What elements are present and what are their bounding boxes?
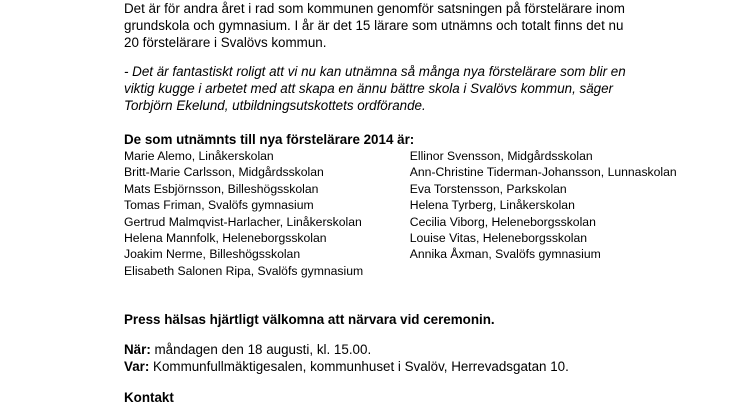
event-when-value: måndagen den 18 augusti, kl. 15.00.	[150, 342, 372, 358]
appointees-right-column	[410, 148, 724, 279]
appointee-item: Louise Vitas, Heleneborgsskolan	[409, 231, 588, 246]
appointee-item: Eva Torstensson, Parkskolan	[409, 181, 567, 196]
appointee-item: Ann-Christine Tiderman-Johansson, Lunnaskolan	[409, 165, 677, 180]
intro-line: Det är för andra året i rad som kommunen genomför satsningen på förstelärare inom	[124, 1, 625, 16]
appointee-item: Gertrud Malmqvist-Harlacher, Linåkerskolan	[124, 214, 362, 229]
contact-heading: Kontakt	[124, 390, 174, 406]
appointee-item: Joakim Nerme, Billeshögsskolan	[124, 247, 301, 262]
appointees-heading: De som utnämnts till nya förstelärare 2014 är:	[124, 132, 415, 147]
appointee-item: Mats Esbjörnsson, Billeshögsskolan	[124, 181, 319, 196]
event-where	[124, 358, 724, 375]
appointee-item: Tomas Friman, Svalöfs gymnasium	[124, 198, 314, 213]
appointees-left-column	[124, 148, 410, 279]
press-release-body	[124, 0, 724, 406]
appointees-list	[124, 148, 724, 279]
quote-line: viktig kugge i arbetet med att skapa en ännu bättre skola i Svalövs kommun, säger	[124, 81, 614, 96]
press-invitation: Press hälsas hjärtligt välkomna att närvara vid ceremonin.	[124, 312, 495, 328]
quote-line: Torbjörn Ekelund, utbildningsutskottets ordförande.	[124, 98, 426, 113]
appointee-item: Helena Tyrberg, Linåkerskolan	[409, 198, 575, 213]
intro-line: grundskola och gymnasium. I år är det 15 lärare som utnämns och totalt finns det nu	[124, 18, 624, 33]
event-where-label: Var:	[124, 359, 150, 375]
event-where-value: Kommunfullmäktigesalen, kommunhuset i Svalöv, Herrevadsgatan 10.	[149, 359, 569, 375]
intro-paragraph	[124, 0, 724, 51]
appointee-item: Elisabeth Salonen Ripa, Svalöfs gymnasium	[124, 263, 364, 278]
event-when-label: När:	[124, 342, 151, 358]
quote-line: - Det är fantastiskt roligt att vi nu kan utnämna så många nya förstelärare som blir en	[124, 64, 626, 79]
appointee-item: Cecilia Viborg, Heleneborgsskolan	[409, 214, 596, 229]
appointee-item: Ellinor Svensson, Midgårdsskolan	[409, 149, 593, 163]
appointee-item: Helena Mannfolk, Heleneborgsskolan	[124, 231, 327, 246]
intro-line: 20 förstelärare i Svalövs kommun.	[124, 35, 327, 50]
appointee-item: Marie Alemo, Linåkerskolan	[124, 149, 274, 163]
event-when	[124, 341, 724, 358]
quote-paragraph	[124, 63, 724, 114]
appointee-item: Annika Åxman, Svalöfs gymnasium	[409, 247, 601, 262]
appointee-item: Britt-Marie Carlsson, Midgårdsskolan	[124, 165, 324, 180]
event-details	[124, 341, 724, 375]
